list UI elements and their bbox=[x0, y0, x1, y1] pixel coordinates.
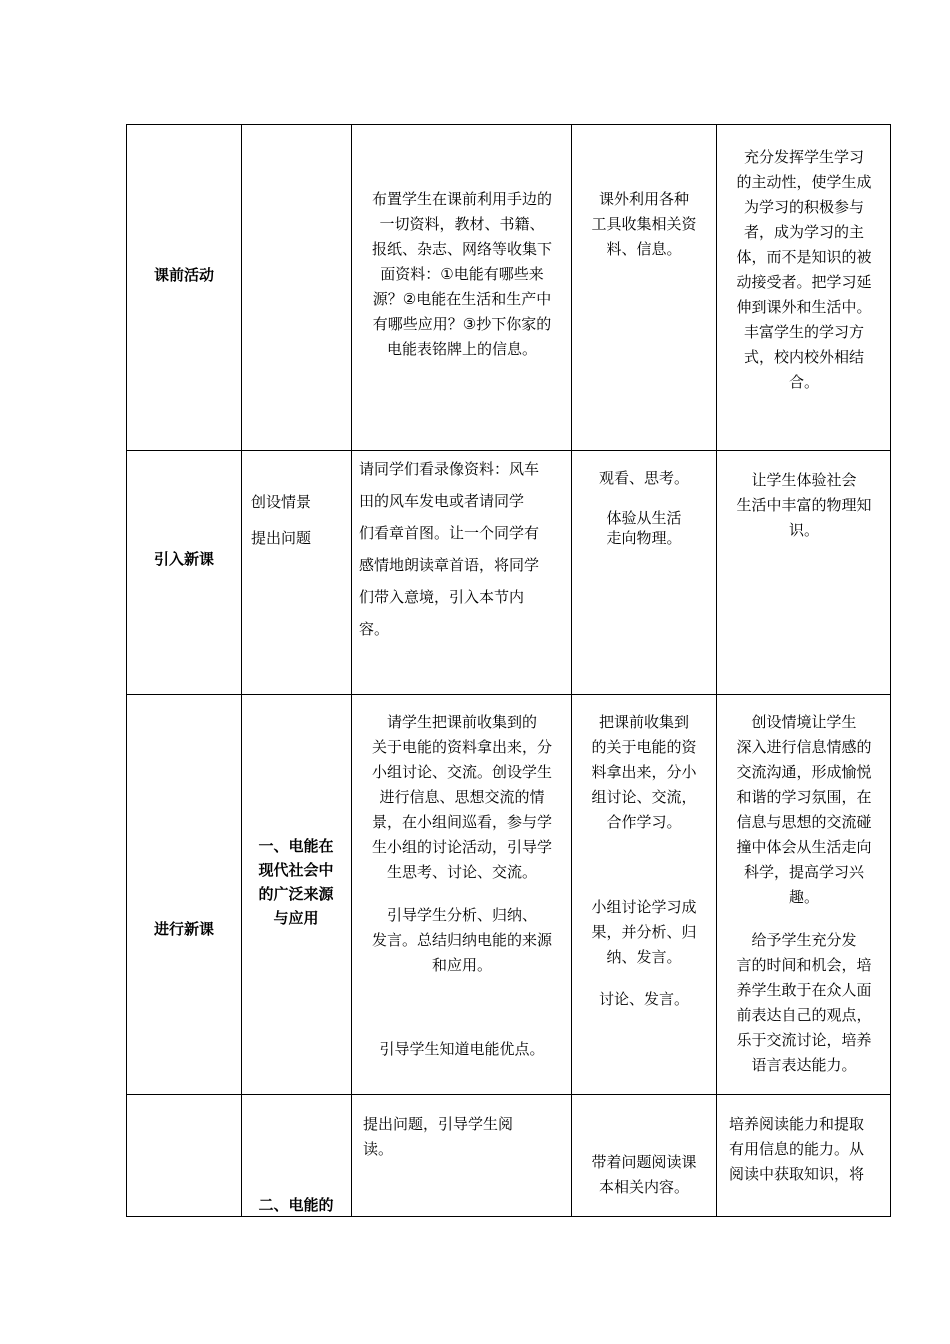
column-divider bbox=[571, 125, 572, 1216]
design-intent-cell: 培养阅读能力和提取 有用信息的能力。从 阅读中获取知识，将 bbox=[729, 1115, 865, 1183]
row-divider bbox=[127, 694, 890, 695]
row-divider bbox=[127, 450, 890, 451]
student-activity-cell: 把课前收集到 的关于电能的资 料拿出来，分小 组讨论、交流， 合作学习。 bbox=[591, 713, 697, 831]
column-divider bbox=[351, 125, 352, 1216]
teacher-activity-cell: 提出问题，引导学生阅 读。 bbox=[363, 1115, 514, 1158]
lesson-plan-table bbox=[126, 124, 891, 1217]
teacher-activity-cell: 布置学生在课前利用手边的 一切资料，教材、书籍、 报纸、杂志、网络等收集下 面资料：①电能有哪些来 源？②电能在生活和生产中 有哪些应用？③抄下你家的 电能表铭牌上的信息。 bbox=[371, 190, 552, 358]
student-activity-cell: 小组讨论学习成 果，并分析、归 纳、发言。 bbox=[591, 898, 697, 966]
student-activity-cell: 观看、思考。 体验从生活 走向物理。 bbox=[598, 469, 689, 547]
column-divider bbox=[716, 125, 717, 1216]
teacher-activity-cell: 请同学们看录像资料：风车 田的风车发电或者请同学 们看章首图。让一个同学有 感情地朗读章首语，将同学 们带入意境，引入本节内 容。 bbox=[359, 460, 540, 638]
student-activity-cell: 带着问题阅读课 本相关内容。 bbox=[591, 1153, 697, 1196]
stage-cell: 引入新课 bbox=[153, 550, 214, 568]
student-activity-cell: 课外利用各种 工具收集相关资 料、信息。 bbox=[591, 190, 697, 258]
teacher-activity-cell: 引导学生知道电能优点。 bbox=[379, 1040, 545, 1058]
step-cell: 一、电能在 现代社会中 的广泛来源 与应用 bbox=[258, 837, 334, 927]
design-intent-cell: 充分发挥学生学习 的主动性，使学生成 为学习的积极参与 者，成为学习的主 体，而不是知识的被 动接受者。把学习延 伸到课外和生活中。 丰富学生的学习方 式，校内校外相结 合。 bbox=[736, 148, 872, 391]
design-intent-cell: 让学生体验社会 生活中丰富的物理知 识。 bbox=[736, 471, 872, 539]
teacher-activity-cell: 引导学生分析、归纳、 发言。总结归纳电能的来源 和应用。 bbox=[371, 906, 552, 974]
stage-cell: 课前活动 bbox=[153, 266, 214, 284]
student-activity-cell: 讨论、发言。 bbox=[598, 990, 689, 1008]
stage-cell: 进行新课 bbox=[153, 920, 214, 938]
column-divider bbox=[241, 125, 242, 1216]
design-intent-cell: 给予学生充分发 言的时间和机会，培 养学生敢于在众人面 前表达自己的观点， 乐于交流讨论，培养 语言表达能力。 bbox=[736, 931, 872, 1074]
step-cell: 二、电能的 bbox=[258, 1196, 334, 1214]
step-cell: 创设情景 提出问题 bbox=[251, 493, 312, 547]
teacher-activity-cell: 请学生把课前收集到的 关于电能的资料拿出来，分 小组讨论、交流。创设学生 进行信息、思想交流的情 景，在小组间巡看，参与学 生小组的讨论活动，引导学 生思考、讨论、交流。 bbox=[371, 713, 552, 881]
row-divider bbox=[127, 1094, 890, 1095]
design-intent-cell: 创设情境让学生 深入进行信息情感的 交流沟通，形成愉悦 和谐的学习氛围，在 信息与思想的交流碰 撞中体会从生活走向 科学，提高学习兴 趣。 bbox=[736, 713, 872, 906]
